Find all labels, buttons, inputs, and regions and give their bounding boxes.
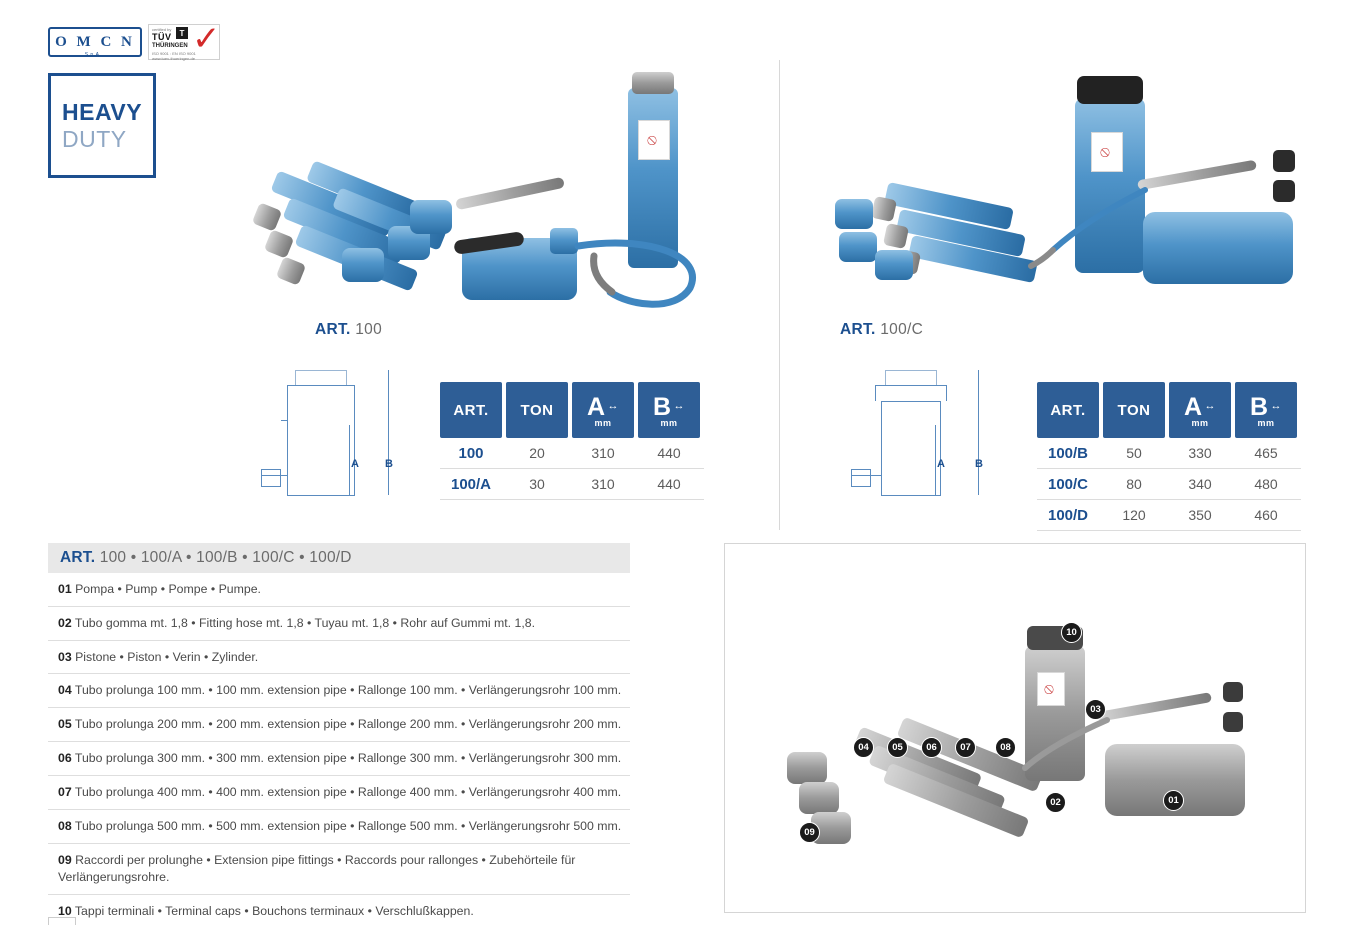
legend-title-art: ART. (60, 549, 96, 566)
art-caption-left (315, 321, 382, 339)
art-code-left: 100 (355, 321, 383, 338)
header-a (572, 382, 634, 438)
header-b (638, 382, 700, 438)
cell-ton: 20 (529, 445, 545, 461)
exploded-view-panel (724, 543, 1306, 913)
legend-num: 05 (58, 717, 72, 732)
legend-text: Tubo prolunga 300 mm. • 300 mm. extension pipe • Rallonge 300 mm. • Verlängerungsrohr 300 mm. (74, 751, 622, 766)
list-item (48, 641, 630, 675)
tuv-line5: www.tuev-thueringen.de (152, 55, 195, 61)
legend-num: 02 (58, 615, 72, 630)
legend-text: Tubo prolunga 200 mm. • 200 mm. extension pipe • Rallonge 200 mm. • Verlängerungsrohr 200 mm. (74, 717, 622, 732)
omcn-logo-text: O M C N (55, 33, 135, 50)
list-item (48, 810, 630, 844)
cell-art: 100 (458, 444, 484, 462)
header-ton: TON (1103, 382, 1165, 438)
header-art: ART. (1037, 382, 1099, 438)
arrow-icon: ↔ (673, 399, 686, 412)
callout-tag-04: 04 (853, 737, 874, 758)
cell-art: 100/A (450, 475, 492, 493)
cell-a: 310 (591, 445, 615, 461)
callout-tag-03: 03 (1085, 699, 1106, 720)
list-item (48, 742, 630, 776)
technical-drawing-left (255, 365, 415, 510)
omcn-logo-subtitle: S.p.A. (84, 52, 102, 58)
callout-tag-06: 06 (921, 737, 942, 758)
legend-text: Tubo prolunga 400 mm. • 400 mm. extension pipe • Rallonge 400 mm. • Verlängerungsrohr 400 mm. (74, 784, 622, 799)
cell-ton: 30 (529, 476, 545, 492)
legend-num: 09 (58, 852, 72, 867)
heavy-duty-badge (48, 73, 156, 178)
tuv-line3: THÜRINGEN (152, 43, 188, 50)
callout-tag-10: 10 (1061, 622, 1082, 643)
spec-table-left-header (440, 382, 704, 438)
cell-b: 460 (1254, 507, 1278, 523)
cell-b: 480 (1254, 476, 1278, 492)
spec-table-right-header (1037, 382, 1301, 438)
cell-b: 440 (657, 476, 681, 492)
legend-text: Tubo prolunga 500 mm. • 500 mm. extension pipe • Rallonge 500 mm. • Verlängerungsrohr 500 mm. (74, 818, 622, 833)
legend-title (48, 543, 630, 573)
technical-drawing-right (845, 365, 1005, 510)
tuv-badge-icon: T (176, 27, 188, 39)
callout-tag-07: 07 (955, 737, 976, 758)
cell-art: 100/C (1047, 475, 1089, 493)
arrow-icon: ↔ (1270, 399, 1283, 412)
header-a-unit: mm (594, 417, 612, 428)
legend-text: Tubo gomma mt. 1,8 • Fitting hose mt. 1,8 • Tuyau mt. 1,8 • Rohr auf Gummi mt. 1,8. (74, 615, 535, 630)
hydraulic-hose-right (825, 60, 1305, 310)
legend-num: 07 (58, 784, 72, 799)
dim-b-left: B (385, 458, 393, 470)
table-row (1037, 500, 1301, 531)
legend-text: Pompa • Pump • Pompe • Pumpe. (75, 582, 261, 596)
spec-table-right (1037, 382, 1301, 531)
list-item (48, 573, 630, 607)
tuv-line4: ISO 9001 : EN ISO 9001 (152, 50, 196, 56)
table-row (1037, 469, 1301, 500)
heavy-label: HEAVY (62, 99, 143, 126)
hydraulic-hose-exploded (725, 544, 1305, 912)
callout-tag-09: 09 (799, 822, 820, 843)
list-item (48, 776, 630, 810)
table-row (1037, 438, 1301, 469)
spec-table-left (440, 382, 704, 500)
tuv-line2: TÜV (152, 32, 172, 42)
list-item (48, 895, 630, 928)
list-item (48, 708, 630, 742)
cell-a: 310 (591, 476, 615, 492)
legend-num: 03 (58, 649, 72, 664)
cell-art: 100/D (1047, 506, 1089, 524)
duty-label: DUTY (62, 125, 127, 152)
art-code-right: 100/C (880, 321, 924, 338)
legend-text: Pistone • Piston • Verin • Zylinder. (75, 649, 259, 664)
legend-title-codes: 100 • 100/A • 100/B • 100/C • 100/D (99, 549, 352, 566)
legend-num: 08 (58, 818, 72, 833)
header-a-unit: mm (1191, 417, 1209, 428)
legend-num: 04 (58, 683, 72, 698)
dim-a-left: A (351, 458, 359, 470)
arrow-icon: ↔ (1204, 399, 1217, 412)
list-item (48, 674, 630, 708)
cell-b: 440 (657, 445, 681, 461)
header-a-letter: A (1183, 392, 1203, 421)
product-photo-left (250, 60, 770, 310)
callout-tag-01: 01 (1163, 790, 1184, 811)
header-b-unit: mm (660, 417, 678, 428)
product-photo-right (825, 60, 1305, 310)
cell-ton: 50 (1126, 445, 1142, 461)
column-divider (779, 60, 780, 530)
legend-num: 01 (58, 582, 72, 596)
header-b-letter: B (652, 392, 672, 421)
art-caption-right (840, 321, 923, 339)
legend-panel (48, 543, 630, 928)
cell-ton: 120 (1122, 507, 1146, 523)
header-b-letter: B (1249, 392, 1269, 421)
header-ton: TON (506, 382, 568, 438)
arrow-icon: ↔ (607, 399, 620, 412)
check-icon: ✓ (192, 19, 221, 59)
header-b-unit: mm (1257, 417, 1275, 428)
callout-tag-08: 08 (995, 737, 1016, 758)
callout-tag-05: 05 (887, 737, 908, 758)
tuv-line1: certified by (152, 27, 172, 32)
cell-a: 340 (1188, 476, 1212, 492)
list-item (48, 607, 630, 641)
header-art: ART. (440, 382, 502, 438)
list-item (48, 844, 630, 896)
table-row (440, 469, 704, 500)
cell-a: 330 (1188, 445, 1212, 461)
cell-b: 465 (1254, 445, 1278, 461)
header-b (1235, 382, 1297, 438)
dim-b-right: B (975, 458, 983, 470)
cell-a: 350 (1188, 507, 1212, 523)
cell-art: 100/B (1047, 444, 1089, 462)
cell-ton: 80 (1126, 476, 1142, 492)
table-row (440, 438, 704, 469)
art-label-left: ART. (315, 321, 351, 338)
header-a (1169, 382, 1231, 438)
legend-num: 10 (58, 904, 72, 919)
dim-a-right: A (937, 458, 945, 470)
art-label-right: ART. (840, 321, 876, 338)
callout-tag-02: 02 (1045, 792, 1066, 813)
legend-num: 06 (58, 751, 72, 766)
legend-text: Raccordi per prolunghe • Extension pipe fittings • Raccords pour rallonges • Zubehörteile für Verlängerungsrohre. (58, 852, 576, 885)
legend-text: Tappi terminali • Terminal caps • Bouchons terminaux • Verschlußkappen. (74, 904, 474, 919)
hydraulic-hose (250, 60, 770, 310)
header-a-letter: A (586, 392, 606, 421)
legend-text: Tubo prolunga 100 mm. • 100 mm. extension pipe • Rallonge 100 mm. • Verlängerungsrohr 100 mm. (74, 683, 622, 698)
